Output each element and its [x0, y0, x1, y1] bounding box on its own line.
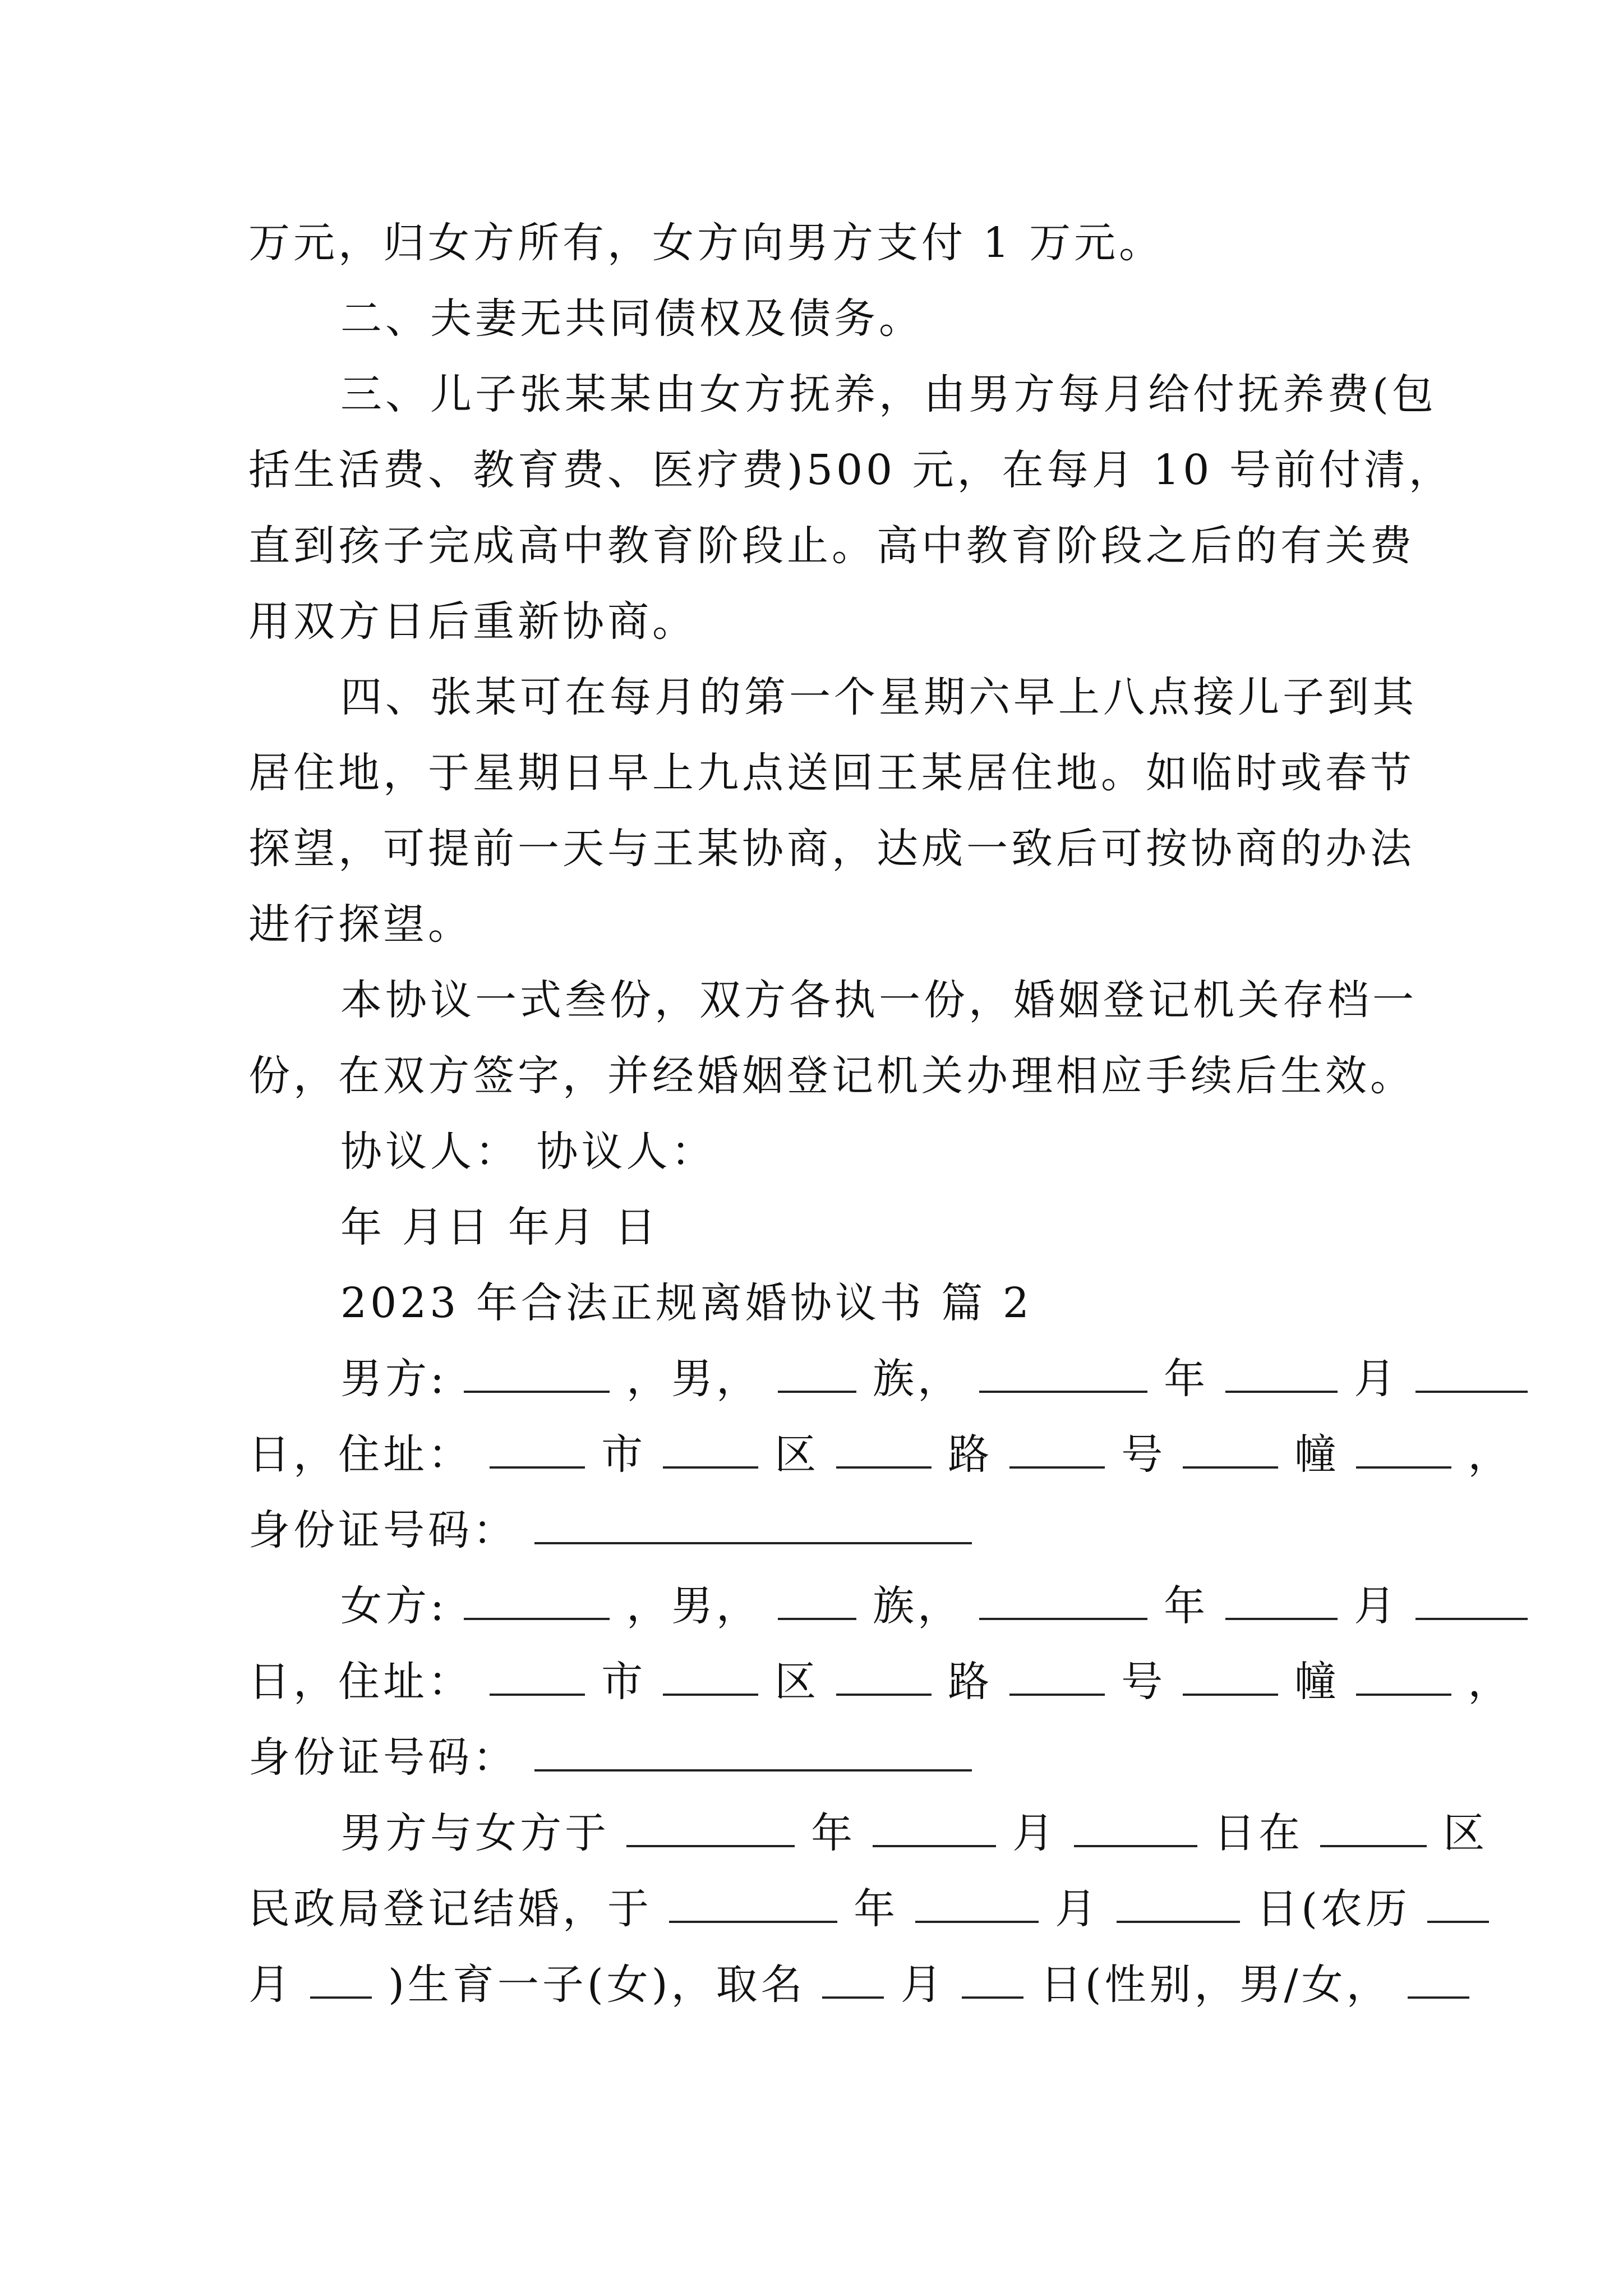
text-line: 直到孩子完成高中教育阶段止。高中教育阶段之后的有关费: [248, 522, 1415, 570]
text-line: 三、儿子张某某由女方抚养，由男方每月给付抚养费(包: [340, 370, 1437, 418]
building-blank[interactable]: [1183, 1427, 1278, 1469]
lunar-label: 日(农历: [1256, 1885, 1411, 1933]
lunar-day-blank[interactable]: [310, 1957, 372, 1999]
road-label: 路: [948, 1658, 993, 1706]
ethnic-label: 族，: [873, 1355, 963, 1403]
month-label: 月: [248, 1961, 293, 2009]
building-label: 幢: [1294, 1658, 1340, 1706]
district-label: 区: [1443, 1809, 1488, 1857]
birth-text: )生育一子(女)，取名: [388, 1961, 806, 2009]
name-blank[interactable]: [822, 1957, 884, 1999]
sep-male: ，男，: [626, 1355, 761, 1403]
male-address-line: [248, 1415, 1513, 1494]
text-line: 括生活费、教育费、医疗费)500 元，在每月 10 号前付清，: [248, 446, 1454, 494]
year-label: 年: [1164, 1582, 1209, 1630]
text-line: 探望，可提前一天与王某协商，达成一致后可按协商的办法: [248, 825, 1415, 873]
day-blank[interactable]: [1074, 1806, 1197, 1847]
text-line: 本协议一式叁份，双方各执一份，婚姻登记机关存档一: [340, 976, 1417, 1024]
day-blank[interactable]: [1117, 1881, 1240, 1923]
sep-male: ，男，: [626, 1582, 761, 1630]
district-blank[interactable]: [663, 1427, 758, 1469]
month-label: 月: [900, 1961, 946, 2009]
day-blank[interactable]: [1415, 1351, 1528, 1393]
marriage-line: [248, 1794, 1488, 1872]
male-party-line: [248, 1340, 1399, 1418]
unit-blank[interactable]: [1356, 1654, 1451, 1696]
text-line: 份，在双方签字，并经婚姻登记机关办理相应手续后生效。: [248, 1052, 1415, 1100]
id-label: 身份证号码：: [248, 1506, 518, 1554]
building-blank[interactable]: [1183, 1654, 1278, 1696]
number-label: 号: [1121, 1658, 1166, 1706]
number-blank[interactable]: [1009, 1427, 1105, 1469]
month-blank[interactable]: [1225, 1579, 1338, 1620]
year-blank[interactable]: [626, 1806, 795, 1847]
month-blank[interactable]: [915, 1881, 1039, 1923]
text-line: 进行探望。: [248, 900, 473, 949]
female-id-line: [248, 1718, 1387, 1797]
month-blank[interactable]: [873, 1806, 996, 1847]
year-label: 年: [1164, 1355, 1209, 1403]
road-label: 路: [948, 1430, 993, 1479]
extra-blank[interactable]: [1408, 1957, 1469, 1999]
month-label: 月: [1055, 1885, 1100, 1933]
female-label: 女方:: [340, 1582, 448, 1630]
ethnic-blank[interactable]: [778, 1351, 856, 1393]
birth-line: [248, 1945, 1391, 2024]
id-blank[interactable]: [534, 1503, 972, 1544]
year-blank[interactable]: [979, 1351, 1147, 1393]
year-label: 年: [854, 1885, 899, 1933]
bureau-text: 民政局登记结婚，于: [248, 1885, 652, 1933]
month-label: 月: [1354, 1355, 1399, 1403]
building-label: 幢: [1294, 1430, 1340, 1479]
text-line: 二、夫妻无共同债权及债务。: [340, 295, 924, 343]
date-line: 年 月日 年月 日: [340, 1203, 660, 1251]
male-id-line: [248, 1491, 1387, 1570]
unit-blank[interactable]: [1356, 1427, 1451, 1469]
female-address-line: [248, 1642, 1513, 1721]
marriage-text: 男方与女方于: [340, 1809, 610, 1857]
day-address-label: 日，住址：: [248, 1658, 473, 1706]
id-blank[interactable]: [534, 1730, 972, 1772]
month-blank[interactable]: [1225, 1351, 1338, 1393]
name-blank[interactable]: [464, 1579, 610, 1620]
day-blank[interactable]: [1415, 1579, 1528, 1620]
text-line: 居住地，于星期日早上九点送回王某居住地。如临时或春节: [248, 749, 1415, 797]
female-party-line: [248, 1567, 1399, 1645]
bureau-line: [248, 1870, 1411, 1948]
day-blank[interactable]: [962, 1957, 1023, 1999]
city-label: 市: [601, 1430, 647, 1479]
id-label: 身份证号码：: [248, 1733, 518, 1782]
city-label: 市: [601, 1658, 647, 1706]
text-line: 四、张某可在每月的第一个星期六早上八点接儿子到其: [340, 673, 1417, 721]
district-blank[interactable]: [1320, 1806, 1427, 1847]
city-blank[interactable]: [490, 1654, 585, 1696]
month-label: 月: [1012, 1809, 1058, 1857]
ethnic-blank[interactable]: [778, 1579, 856, 1620]
district-label: 区: [774, 1430, 820, 1479]
city-blank[interactable]: [490, 1427, 585, 1469]
number-blank[interactable]: [1009, 1654, 1105, 1696]
text-line: 万元，归女方所有，女方向男方支付 1 万元。: [248, 219, 1164, 267]
comma: ，: [1468, 1430, 1513, 1479]
road-blank[interactable]: [836, 1427, 932, 1469]
day-address-label: 日，住址：: [248, 1430, 473, 1479]
day-at-label: 日在: [1214, 1809, 1304, 1857]
district-label: 区: [774, 1658, 820, 1706]
male-label: 男方:: [340, 1355, 448, 1403]
month-label: 月: [1354, 1582, 1399, 1630]
lunar-month-blank[interactable]: [1427, 1881, 1489, 1923]
text-line: 用双方日后重新协商。: [248, 597, 697, 646]
year-blank[interactable]: [669, 1881, 837, 1923]
road-blank[interactable]: [836, 1654, 932, 1696]
section-title: 2023 年合法正规离婚协议书 篇 2: [340, 1279, 1032, 1327]
gender-text: 日(性别，男/女，: [1040, 1961, 1391, 2009]
signature-label-line: 协议人： 协议人：: [340, 1128, 716, 1176]
number-label: 号: [1121, 1430, 1166, 1479]
ethnic-label: 族，: [873, 1582, 963, 1630]
year-label: 年: [811, 1809, 856, 1857]
district-blank[interactable]: [663, 1654, 758, 1696]
name-blank[interactable]: [464, 1351, 610, 1393]
year-blank[interactable]: [979, 1579, 1147, 1620]
comma: ，: [1468, 1658, 1513, 1706]
